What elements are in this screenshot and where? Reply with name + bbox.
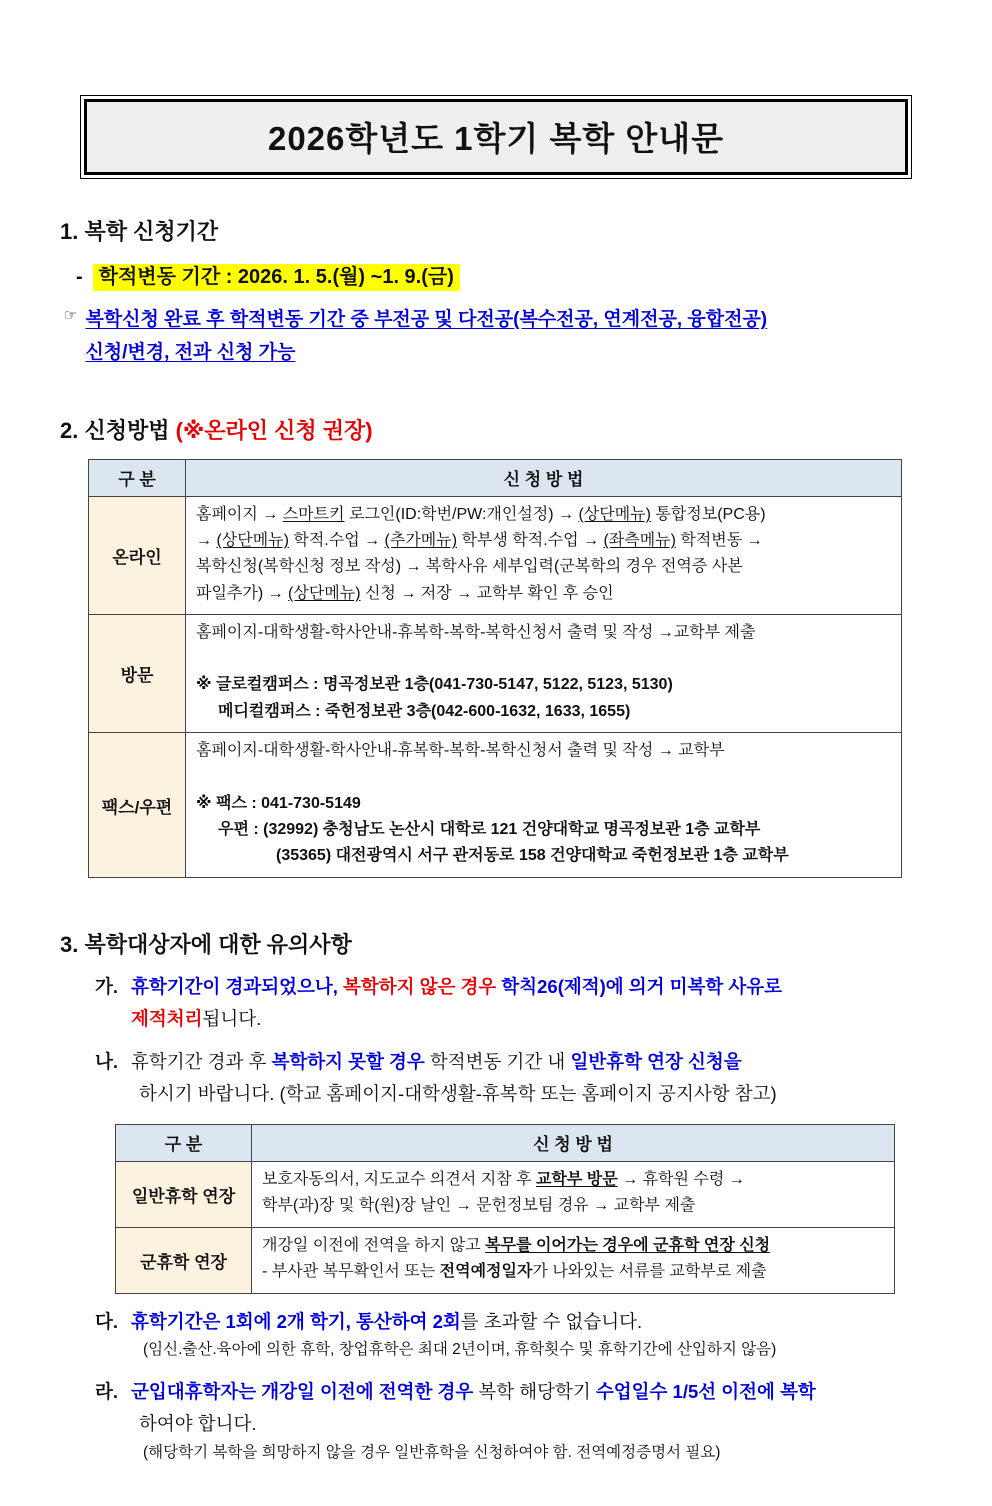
cell-line — [196, 817, 891, 843]
cell-line — [196, 699, 891, 725]
item-small-note: (임신.출산.육아에 의한 휴학, 창업휴학은 최대 2년이며, 휴학횟수 및 휴학기간에 산입하지 않음) — [143, 1341, 777, 1359]
item-body — [131, 1376, 932, 1466]
note-line — [64, 303, 932, 370]
table-header-row — [89, 459, 902, 496]
note-text-line: 신청/변경, 전과 신청 가능 — [85, 342, 296, 364]
item-label: 가. — [95, 975, 119, 997]
text-run: 휴학기간 경과 후 — [131, 1051, 272, 1073]
cell-line — [196, 502, 891, 528]
item-label: 다. — [95, 1310, 119, 1332]
text-run: 됩니다. — [202, 1007, 262, 1029]
text-run: 신청 → 저장 → 교학부 확인 후 승인 — [360, 584, 614, 602]
col-header-method: 신 청 방 법 — [252, 1125, 895, 1162]
text-run: 학적변동 → — [675, 531, 763, 549]
text-run: 일반휴학 연장 신청을 — [570, 1051, 742, 1073]
text-run: 복학하지 못할 경우 — [271, 1051, 425, 1073]
item-line — [131, 1003, 932, 1035]
text-run: 복무를 이어가는 경우에 군휴학 연장 신청 — [485, 1236, 771, 1254]
text-run: 파일추가) → — [196, 584, 289, 602]
section2-heading-text: 2. 신청방법 — [60, 417, 170, 443]
item-line — [131, 971, 932, 1003]
text-run: ※ 팩스 : 041-730-5149 — [196, 794, 361, 812]
text-run: 하시기 바랍니다. (학교 홈페이지-대학생활-휴복학 또는 홈페이지 공지사항 참고) — [139, 1083, 777, 1105]
cell-line — [262, 1167, 884, 1193]
text-run: 학칙26(제적)에 의거 미복학 사유로 — [501, 975, 783, 997]
text-run: → 휴학원 수령 → — [617, 1171, 745, 1189]
dash: - — [76, 266, 83, 288]
item-body — [131, 1306, 932, 1364]
text-run: 학부(과)장 및 학(원)장 날인 → 문헌정보팀 경유 → 교학부 제출 — [262, 1197, 696, 1215]
notice-item-da — [95, 1306, 932, 1364]
text-run: 교학부 방문 — [535, 1171, 618, 1189]
text-run: (35365) 대전광역시 서구 관저동로 158 건양대학교 죽헌정보관 1층 교학부 — [276, 847, 789, 865]
row-label-general-extension: 일반휴학 연장 — [116, 1162, 252, 1228]
text-run: 메디컬캠퍼스 : 죽헌정보관 3층(042-600-1632, 1633, 1655) — [218, 702, 631, 720]
document-title: 2026학년도 1학기 복학 안내문 — [84, 99, 908, 175]
pointing-hand-icon: ☞ — [64, 307, 78, 324]
application-method-table — [88, 459, 902, 878]
cell-line — [196, 528, 891, 554]
col-header-category: 구 분 — [89, 459, 186, 496]
section2-heading-note: (※온라인 신청 권장) — [175, 417, 373, 443]
cell-line — [196, 672, 891, 698]
row-label-visit: 방문 — [89, 615, 186, 733]
text-run: 보호자동의서, 지도교수 의견서 지참 후 — [262, 1171, 536, 1189]
text-run: 가 나와있는 서류를 교학부로 제출 — [532, 1263, 767, 1281]
section-application-period — [60, 215, 932, 370]
row-content-visit — [186, 615, 902, 733]
text-run: 복학 해당학기 — [473, 1381, 596, 1403]
note-text-line: 복학신청 완료 후 학적변동 기간 중 부전공 및 다전공(복수전공, 연계전공, 융합전공) — [85, 309, 768, 330]
text-run: 개강일 이전에 전역을 하지 않고 — [262, 1236, 486, 1254]
text-run: (좌측메뉴) — [603, 531, 676, 549]
text-run: 우편 : (32992) 충청남도 논산시 대학로 121 건양대학교 명곡정보관 1층 교학부 — [218, 821, 761, 839]
table-row-visit — [89, 615, 902, 733]
text-run: 전역예정일자 — [439, 1263, 533, 1281]
row-label-fax-mail: 팩스/우편 — [89, 733, 186, 878]
cell-line — [196, 554, 891, 580]
item-line — [131, 1306, 932, 1338]
cell-line — [196, 791, 891, 817]
text-run: 복학신청(복학신청 정보 작성) → 복학사유 세부입력(군복학의 경우 전역증 사본 — [196, 558, 743, 576]
item-label: 라. — [95, 1381, 119, 1403]
item-line — [131, 1408, 932, 1440]
leave-extension-table — [115, 1124, 895, 1294]
cell-line — [262, 1193, 884, 1219]
notice-item-na — [95, 1046, 932, 1110]
text-run: 홈페이지 → — [196, 505, 283, 523]
cell-line — [262, 1233, 884, 1259]
section3-heading: 3. 복학대상자에 대한 유의사항 — [60, 931, 352, 957]
text-run: 휴학기간이 경과되었으나, — [131, 975, 338, 997]
note-text — [85, 303, 767, 370]
text-run: 학적.수업 → — [288, 531, 385, 549]
text-run: 휴학기간은 1회에 2개 학기, 통산하여 2회 — [131, 1310, 461, 1332]
section2-heading — [60, 414, 932, 445]
row-label-online: 온라인 — [89, 496, 186, 615]
item-body — [131, 1046, 932, 1110]
item-line — [131, 1376, 932, 1408]
table-row-fax-mail — [89, 733, 902, 878]
section-notices — [60, 928, 932, 1467]
row-content-military-extension — [252, 1227, 895, 1293]
text-run: → — [196, 531, 217, 549]
section-application-method — [60, 414, 932, 878]
text-run: 를 초과할 수 없습니다. — [460, 1310, 643, 1332]
text-run: 학적변동 기간 내 — [424, 1051, 571, 1073]
text-run: 복학하지 않은 경우 — [343, 975, 497, 997]
item-label: 나. — [95, 1051, 119, 1073]
table-row-online — [89, 496, 902, 615]
text-run: 수업일수 1/5선 이전에 복학 — [595, 1381, 816, 1403]
text-run: (상단메뉴) — [216, 531, 289, 549]
row-content-online — [186, 496, 902, 615]
period-line — [76, 260, 932, 289]
table-row-general-extension — [116, 1162, 895, 1228]
cell-line — [196, 620, 891, 646]
title-box — [80, 95, 912, 179]
text-run: 학부생 학적.수업 → — [457, 531, 604, 549]
row-label-military-extension: 군휴학 연장 — [116, 1227, 252, 1293]
item-line — [131, 1046, 932, 1078]
text-run: - 부사관 복무확인서 또는 — [262, 1263, 440, 1281]
text-run: (추가메뉴) — [384, 531, 458, 549]
text-run: 제적처리 — [131, 1007, 203, 1029]
col-header-category: 구 분 — [116, 1125, 252, 1162]
text-run: 홈페이지-대학생활-학사안내-휴복학-복학-복학신청서 출력 및 작성 → 교학부 — [196, 742, 725, 760]
table-row-military-extension — [116, 1227, 895, 1293]
col-header-method: 신 청 방 법 — [186, 459, 902, 496]
text-run: 통합정보(PC용) — [650, 505, 766, 523]
table-header-row — [116, 1125, 895, 1162]
cell-line — [262, 1259, 884, 1285]
row-content-fax-mail — [186, 733, 902, 878]
notice-item-ga — [95, 971, 932, 1035]
text-run: 군입대휴학자는 개강일 이전에 전역한 경우 — [131, 1381, 474, 1403]
text-run: 로그인(ID:학번/PW:개인설정) → — [344, 505, 579, 523]
cell-line — [196, 738, 891, 764]
text-run: 스마트키 — [282, 505, 345, 523]
text-run: (상단메뉴) — [578, 505, 651, 523]
cell-line — [196, 581, 891, 607]
row-content-general-extension — [252, 1162, 895, 1228]
section1-heading: 1. 복학 신청기간 — [60, 219, 219, 244]
cell-line — [196, 843, 891, 869]
item-line — [131, 1078, 932, 1110]
item-small-note: (해당학기 복학을 희망하지 않을 경우 일반휴학을 신청하여야 함. 전역예정증명서 필요) — [143, 1443, 721, 1461]
text-run: 하여야 합니다. — [139, 1412, 257, 1434]
item-body — [131, 971, 932, 1035]
text-run: (상단메뉴) — [288, 584, 361, 602]
text-run: ※ 글로컬캠퍼스 : 명곡정보관 1층(041-730-5147, 5122, 5123, 5130) — [196, 676, 673, 694]
notice-item-ra — [95, 1376, 932, 1466]
text-run: 홈페이지-대학생활-학사안내-휴복학-복학-복학신청서 출력 및 작성 →교학부 제출 — [196, 624, 756, 642]
period-highlight: 학적변동 기간 : 2026. 1. 5.(월) ~1. 9.(금) — [93, 264, 460, 291]
